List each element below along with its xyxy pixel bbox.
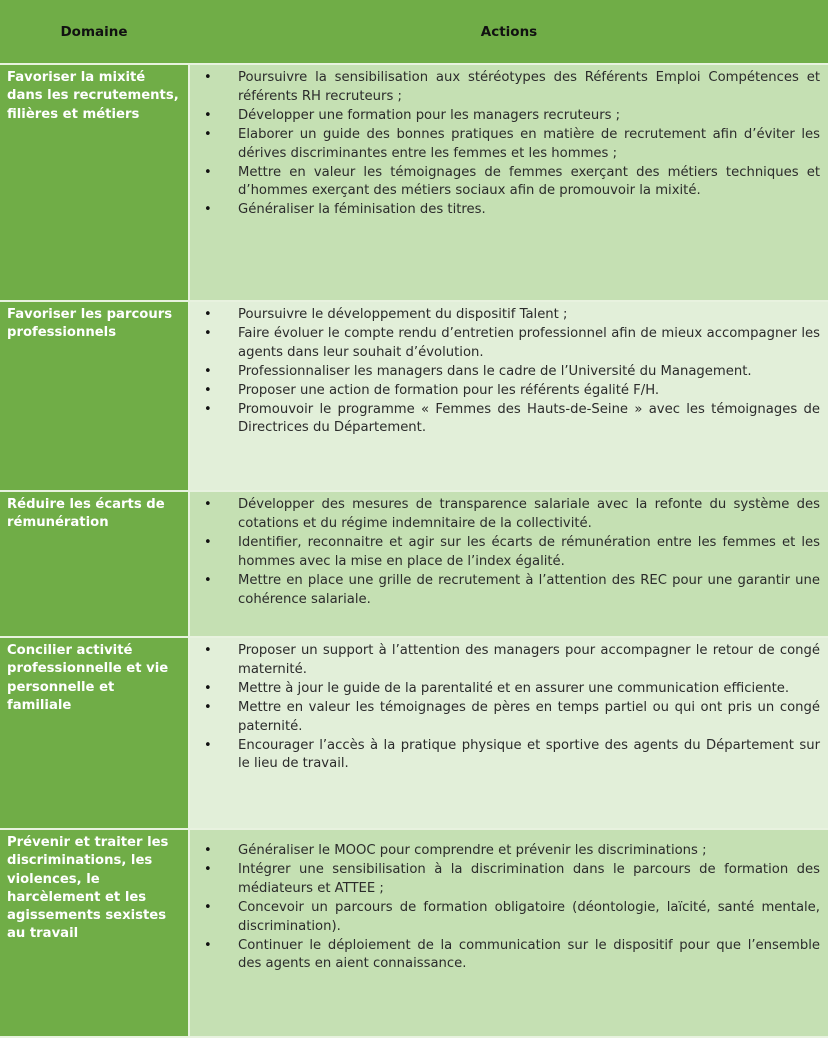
domain-cell: Favoriser les parcours professionnels (0, 301, 189, 491)
bullet-icon: • (204, 202, 212, 218)
action-text: Proposer une action de formation pour les référents égalité F/H. (238, 382, 660, 398)
bullet-icon: • (204, 70, 212, 85)
bullet-icon: • (204, 843, 212, 858)
bullet-icon: • (204, 937, 212, 953)
domain-cell: Concilier activité professionnelle et vie personnelle et familiale (0, 637, 189, 829)
bullet-icon: • (204, 899, 212, 915)
action-item (190, 69, 820, 107)
bullet-icon: • (204, 497, 212, 512)
table-row (0, 829, 828, 1037)
action-text: Faire évoluer le compte rendu d’entretien professionnel afin de mieux accompagner les agents dans leur souhait d’évolution. (238, 325, 820, 360)
action-item (190, 534, 820, 572)
action-item (190, 737, 820, 775)
action-item (190, 861, 820, 899)
actions-list (190, 306, 820, 438)
domain-cell: Favoriser la mixité dans les recrutements, filières et métiers (0, 64, 189, 301)
action-item (190, 126, 820, 164)
domain-cell: Prévenir et traiter les discriminations, les violences, le harcèlement et les agissements sexistes au travail (0, 829, 189, 1037)
actions-list (190, 642, 820, 774)
action-item (190, 842, 820, 861)
action-text: Mettre en valeur les témoignages de pères en temps partiel ou qui ont pris un congé paternité. (238, 699, 820, 734)
action-item (190, 899, 820, 937)
actions-cell (189, 637, 828, 829)
action-text: Promouvoir le programme « Femmes des Hauts-de-Seine » avec les témoignages de Directrices du Département. (238, 401, 820, 436)
action-text: Encourager l’accès à la pratique physique et sportive des agents du Département sur le lieu de travail. (238, 737, 820, 772)
action-item (190, 107, 820, 126)
actions-cell (189, 64, 828, 301)
header-domain: Domaine (0, 0, 189, 64)
action-item (190, 306, 820, 325)
action-item (190, 572, 820, 610)
action-item (190, 382, 820, 401)
action-text: Poursuivre le développement du dispositif Talent ; (238, 307, 568, 322)
action-text: Mettre à jour le guide de la parentalité et en assurer une communication efficiente. (238, 680, 790, 696)
bullet-icon: • (204, 737, 212, 753)
action-item (190, 496, 820, 534)
action-text: Elaborer un guide des bonnes pratiques en matière de recrutement afin d’éviter les dérives discriminantes entre les femmes et les hommes ; (238, 126, 820, 161)
bullet-icon: • (204, 680, 212, 696)
actions-list (190, 496, 820, 609)
action-item (190, 201, 820, 220)
action-text: Mettre en valeur les témoignages de femmes exerçant des métiers techniques et d’hommes exerçant des métiers sociaux afin de promouvoir la mixité. (238, 164, 820, 199)
action-text: Développer une formation pour les managers recruteurs ; (238, 107, 621, 123)
actions-cell (189, 491, 828, 637)
header-row (0, 0, 828, 64)
action-item (190, 401, 820, 439)
actions-cell (189, 829, 828, 1037)
table-row (0, 637, 828, 829)
action-text: Concevoir un parcours de formation obligatoire (déontologie, laïcité, santé mentale, discrimination). (238, 899, 820, 934)
action-text: Généraliser la féminisation des titres. (238, 202, 486, 218)
bullet-icon: • (204, 126, 212, 142)
action-text: Développer des mesures de transparence salariale avec la refonte du système des cotations et du régime indemnitaire de la collectivité. (238, 497, 820, 531)
table-row (0, 491, 828, 637)
action-text: Professionnaliser les managers dans le cadre de l’Université du Management. (238, 363, 752, 379)
action-text: Intégrer une sensibilisation à la discrimination dans le parcours de formation des médiateurs et ATTEE ; (238, 861, 820, 896)
bullet-icon: • (204, 382, 212, 398)
action-item (190, 642, 820, 680)
bullet-icon: • (204, 572, 212, 588)
action-item (190, 680, 820, 699)
actions-cell (189, 301, 828, 491)
header-actions: Actions (189, 0, 828, 64)
domain-cell: Réduire les écarts de rémunération (0, 491, 189, 637)
bullet-icon: • (204, 325, 212, 341)
bullet-icon: • (204, 699, 212, 715)
bullet-icon: • (204, 363, 212, 379)
action-item (190, 164, 820, 202)
action-text: Proposer un support à l’attention des managers pour accompagner le retour de congé maternité. (238, 643, 820, 677)
action-text: Mettre en place une grille de recrutement à l’attention des REC pour une garantir une cohérence salariale. (238, 572, 820, 607)
action-text: Poursuivre la sensibilisation aux stéréotypes des Référents Emploi Compétences et référents RH recruteurs ; (238, 70, 820, 104)
action-text: Généraliser le MOOC pour comprendre et prévenir les discriminations ; (238, 843, 707, 858)
action-item (190, 325, 820, 363)
action-text: Continuer le déploiement de la communication sur le dispositif pour que l’ensemble des agents en aient connaissance. (238, 937, 820, 972)
bullet-icon: • (204, 643, 212, 658)
action-item (190, 363, 820, 382)
bullet-icon: • (204, 401, 212, 417)
action-item (190, 937, 820, 975)
actions-list (190, 842, 820, 974)
actions-list (190, 69, 820, 220)
table-row (0, 64, 828, 301)
action-item (190, 699, 820, 737)
bullet-icon: • (204, 164, 212, 180)
bullet-icon: • (204, 307, 212, 322)
bullet-icon: • (204, 534, 212, 550)
bullet-icon: • (204, 861, 212, 877)
table-row (0, 301, 828, 491)
bullet-icon: • (204, 107, 212, 123)
action-text: Identifier, reconnaitre et agir sur les écarts de rémunération entre les femmes et les hommes avec la mise en place de l’index égalité. (238, 534, 820, 569)
